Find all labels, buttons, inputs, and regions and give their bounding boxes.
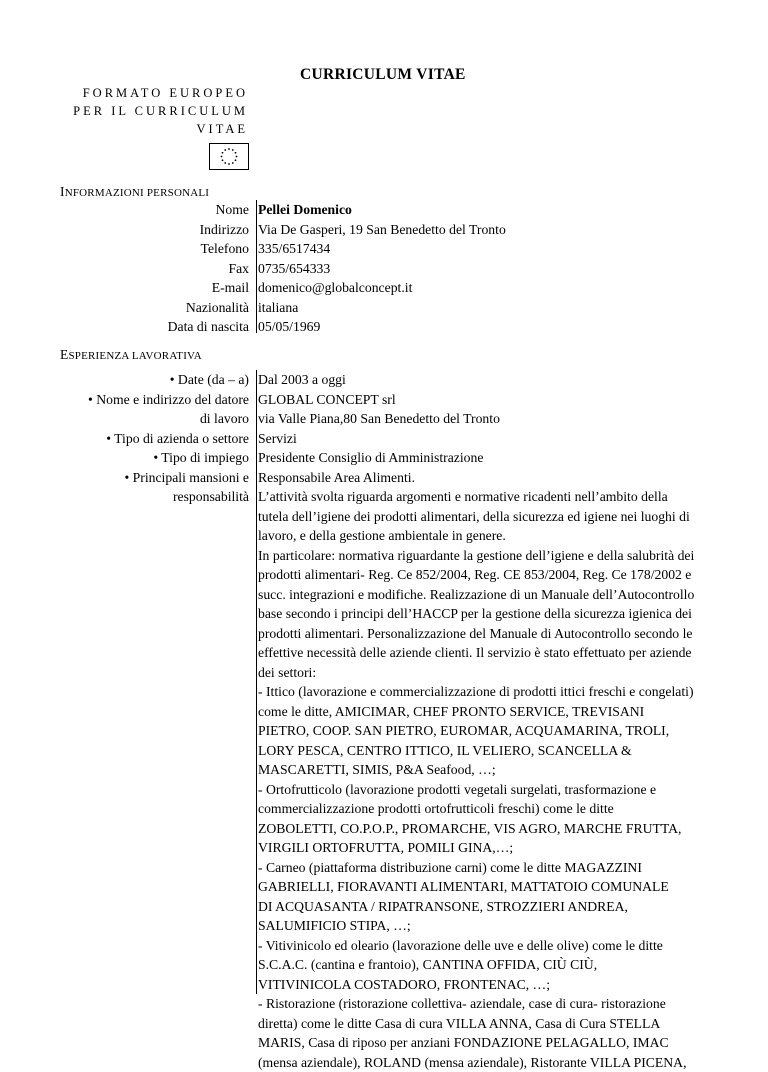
section-title-cap: E xyxy=(60,347,68,362)
value-nome: Pellei Domenico xyxy=(258,200,506,220)
personal-labels xyxy=(168,200,249,337)
format-label-line: PER IL CURRICULUM xyxy=(60,102,248,120)
work-text-line: succ. integrazioni e modifiche. Realizzazione di un Manuale dell’Autocontrollo xyxy=(258,585,694,605)
work-text-line: GABRIELLI, FIORAVANTI ALIMENTARI, MATTATOIO COMUNALE xyxy=(258,877,694,897)
work-text-line: Servizi xyxy=(258,429,694,449)
work-text-line: base secondo i principi dell’HACCP per la gestione della sicurezza igienica dei xyxy=(258,604,694,624)
work-text-line: Presidente Consiglio di Amministrazione xyxy=(258,448,694,468)
section-title-work xyxy=(60,347,202,363)
work-text-line: via Valle Piana,80 San Benedetto del Tronto xyxy=(258,409,694,429)
work-text-line: PIETRO, COOP. SAN PIETRO, EUROMAR, ACQUAMARINA, TROLI, xyxy=(258,721,694,741)
work-text-line: Dal 2003 a oggi xyxy=(258,370,694,390)
work-text-line: lavoro, e della gestione ambientale in genere. xyxy=(258,526,694,546)
label-datore: • Nome e indirizzo del datore xyxy=(88,390,249,410)
value-fax: 0735/654333 xyxy=(258,259,506,279)
section-title-rest: NFORMAZIONI PERSONALI xyxy=(65,187,209,199)
work-text-line: GLOBAL CONCEPT srl xyxy=(258,390,694,410)
work-text-line: effettive necessità delle aziende clienti. Il servizio è stato effettuato per aziende xyxy=(258,643,694,663)
work-labels xyxy=(88,370,249,507)
work-text-line: come le ditte, AMICIMAR, CHEF PRONTO SERVICE, TREVISANI xyxy=(258,702,694,722)
format-label xyxy=(60,84,248,138)
work-text-line: MARIS, Casa di riposo per anziani FONDAZIONE PELAGALLO, IMAC xyxy=(258,1033,694,1053)
section-title-cap: I xyxy=(60,184,65,199)
work-text-line: SALUMIFICIO STIPA, …; xyxy=(258,916,694,936)
label-email: E-mail xyxy=(168,278,249,298)
label-tipo-impiego: • Tipo di impiego xyxy=(88,448,249,468)
value-nazionalita: italiana xyxy=(258,298,506,318)
work-text-line: - Ortofrutticolo (lavorazione prodotti vegetali surgelati, trasformazione e xyxy=(258,780,694,800)
work-text-line: ZOBOLETTI, CO.P.O.P., PROMARCHE, VIS AGRO, MARCHE FRUTTA, xyxy=(258,819,694,839)
eu-flag-logo xyxy=(209,143,249,170)
work-text-line: prodotti alimentari- Reg. Ce 852/2004, Reg. CE 853/2004, Reg. Ce 178/2002 e xyxy=(258,565,694,585)
work-text-line: LORY PESCA, CENTRO ITTICO, IL VELIERO, SCANCELLA & xyxy=(258,741,694,761)
format-label-line: FORMATO EUROPEO xyxy=(60,84,248,102)
work-divider xyxy=(256,370,257,994)
work-text-line: - Vitivinicolo ed oleario (lavorazione delle uve e delle olive) come le ditte xyxy=(258,936,694,956)
work-text-line: - Ristorazione (ristorazione collettiva- aziendale, case di cura- ristorazione xyxy=(258,994,694,1014)
value-indirizzo: Via De Gasperi, 19 San Benedetto del Tronto xyxy=(258,220,506,240)
work-text-line: Responsabile Area Alimenti. xyxy=(258,468,694,488)
label-nome: Nome xyxy=(168,200,249,220)
label-datore-cont: di lavoro xyxy=(88,409,249,429)
work-text-line: - Carneo (piattaforma distribuzione carni) come le ditte MAGAZZINI xyxy=(258,858,694,878)
work-text-line: MASCARETTI, SIMIS, P&A Seafood, …; xyxy=(258,760,694,780)
label-data-nascita: Data di nascita xyxy=(168,317,249,337)
work-text-line: VIRGILI ORTOFRUTTA, POMILI GINA,…; xyxy=(258,838,694,858)
label-mansioni: • Principali mansioni e xyxy=(88,468,249,488)
label-nazionalita: Nazionalità xyxy=(168,298,249,318)
section-title-rest: SPERIENZA LAVORATIVA xyxy=(68,350,201,362)
label-indirizzo: Indirizzo xyxy=(168,220,249,240)
work-text-line: commercializzazione prodotti ortofrutticoli freschi) come le ditte xyxy=(258,799,694,819)
section-title-personal xyxy=(60,184,209,200)
label-date: • Date (da – a) xyxy=(88,370,249,390)
work-text-line: prodotti alimentari. Personalizzazione del Manuale di Autocontrollo secondo le xyxy=(258,624,694,644)
work-text-line: L’attività svolta riguarda argomenti e normative ricadenti nell’ambito della xyxy=(258,487,694,507)
personal-divider xyxy=(256,200,257,333)
work-text-line: tutela dell’igiene dei prodotti alimentari, della sicurezza ed igiene nei luoghi di xyxy=(258,507,694,527)
work-text-line: S.C.A.C. (cantina e frantoio), CANTINA OFFIDA, CIÙ CIÙ, xyxy=(258,955,694,975)
work-text-line: In particolare: normativa riguardante la gestione dell’igiene e della salubrità dei xyxy=(258,546,694,566)
work-text-line: DI ACQUASANTA / RIPATRANSONE, STROZZIERI ANDREA, xyxy=(258,897,694,917)
value-email: domenico@globalconcept.it xyxy=(258,278,506,298)
label-mansioni-cont: responsabilità xyxy=(88,487,249,507)
label-fax: Fax xyxy=(168,259,249,279)
value-data-nascita: 05/05/1969 xyxy=(258,317,506,337)
work-text-line: diretta) come le ditte Casa di cura VILLA ANNA, Casa di Cura STELLA xyxy=(258,1014,694,1034)
personal-values xyxy=(258,200,506,337)
work-text-line: dei settori: xyxy=(258,663,694,683)
work-text-line: (mensa aziendale), ROLAND (mensa aziendale), Ristorante VILLA PICENA, xyxy=(258,1053,694,1072)
work-values xyxy=(258,370,694,1072)
label-tipo-azienda: • Tipo di azienda o settore xyxy=(88,429,249,449)
work-text-line: - Ittico (lavorazione e commercializzazione di prodotti ittici freschi e congelati) xyxy=(258,682,694,702)
value-telefono: 335/6517434 xyxy=(258,239,506,259)
format-label-line: VITAE xyxy=(60,120,248,138)
label-telefono: Telefono xyxy=(168,239,249,259)
work-text-line: VITIVINICOLA COSTADORO, FRONTENAC, …; xyxy=(258,975,694,995)
document-title: CURRICULUM VITAE xyxy=(300,66,466,84)
